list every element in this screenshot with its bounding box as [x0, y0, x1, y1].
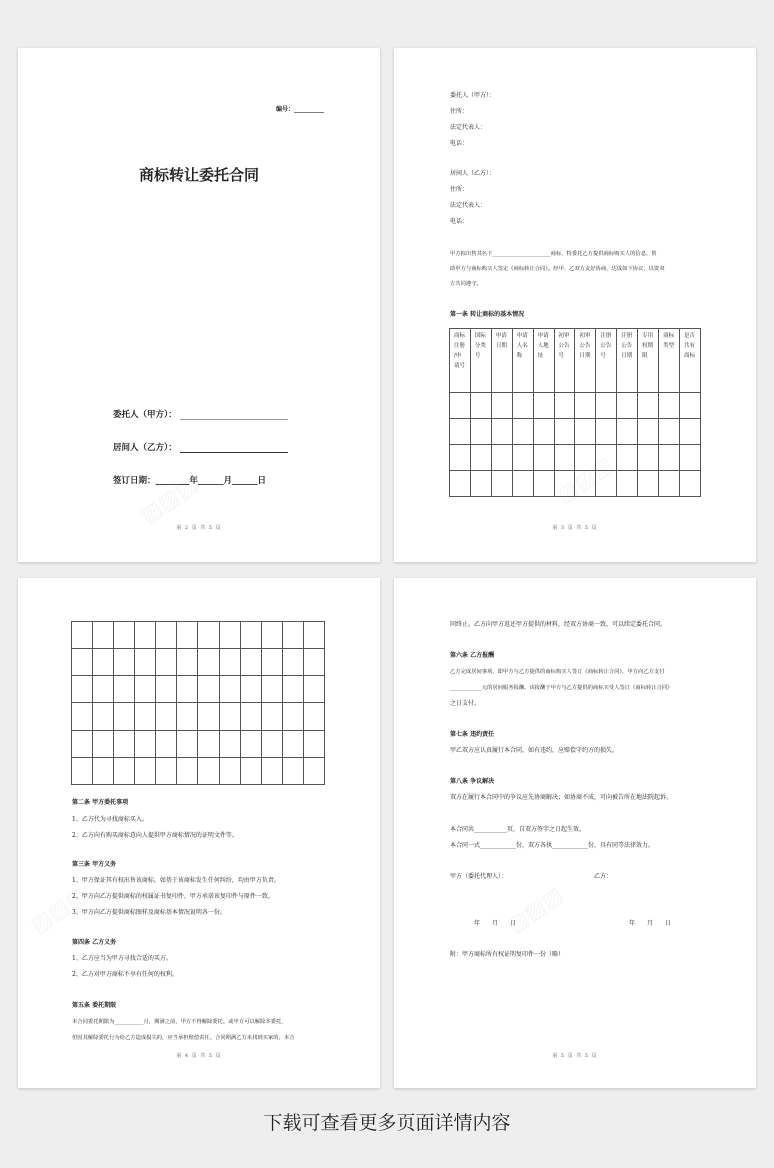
address-line: 住所：	[450, 108, 469, 115]
table-header-cell: 商标 类型	[659, 329, 680, 393]
validity-line: 本合同一式____________份，双方各执____________份，具有同等法律效力。	[450, 842, 655, 849]
article-heading: 第七条 违约责任	[450, 731, 495, 738]
party-b-label: 居间人（乙方）：	[113, 441, 288, 453]
clause-line: 本合同委托期限为___________月，期满之前，甲方不得解除委托。或甲方可以解除本委托，	[72, 1019, 287, 1025]
validity-line: 本合同共___________页，自双方签字之日起生效。	[450, 826, 586, 833]
clause-line: 3、甲方向乙方提供商标图样及商标基本情况说明各一份。	[72, 909, 226, 916]
page-footer: 第 4 页 共 5 页	[176, 1053, 222, 1059]
table-row	[72, 649, 325, 676]
table-row	[450, 419, 701, 445]
table-header-cell: 初审 公告 日期	[575, 329, 596, 393]
legal-rep-line: 法定代表人：	[450, 124, 487, 131]
clause-line: 但因其解除委托行为给乙方造成损失的，应当承担赔偿责任。合同期满乙方未找到买家的，本合	[72, 1035, 295, 1041]
page-footer: 第 5 页 共 5 页	[552, 1053, 598, 1059]
table-header-cell: 注册 公告 号	[596, 329, 617, 393]
article-heading: 第八条 争议解决	[450, 778, 495, 785]
contract-number-label: 编号：__________	[275, 106, 324, 113]
document-page-4	[18, 578, 380, 1088]
clause-line: 2、乙方对甲方商标不享有任何的权利。	[72, 971, 178, 978]
clause-line: 1、乙方代为寻找商标买入。	[72, 816, 148, 823]
intro-line: 方共同遵守。	[450, 281, 482, 287]
table-row	[72, 676, 325, 703]
table-header-cell: 国际 分类 号	[470, 329, 491, 393]
intro-line: 甲方拟出售其名下______________________商标，特委托乙方提供商标购买人的信息，帮	[450, 251, 657, 257]
document-page-3	[394, 48, 756, 562]
article-heading: 第四条 乙方义务	[72, 939, 117, 946]
date-party-a: 年 月 日	[474, 920, 517, 927]
table-header-cell: 申请 日期	[491, 329, 512, 393]
party-a-line: 委托人（甲方）：	[450, 92, 496, 99]
legal-rep-line: 法定代表人：	[450, 202, 487, 209]
clause-line: 1、甲方保证其有权出售该商标。如基于该商标发生任何纠纷，均由甲方负责。	[72, 877, 280, 884]
party-b-line: 居间人（乙方）：	[450, 170, 496, 177]
table-header-cell: 申请 人名 称	[512, 329, 533, 393]
clause-line: 2、甲方向乙方提供商标的权属证书复印件，甲方承诺该复印件与原件一致。	[72, 893, 274, 900]
article-heading: 第一条 转让商标的基本情况	[450, 311, 525, 318]
clause-line: 双方在履行本合同中的争议应先协商解决；如协商不成，可向被告所在地法院起诉。	[450, 794, 673, 801]
table-header-row	[450, 329, 701, 393]
phone-line: 电话：	[450, 218, 469, 225]
article-heading: 第三条 甲方义务	[72, 861, 117, 868]
table-row	[450, 393, 701, 419]
table-header-cell: 申请 人地 址	[533, 329, 554, 393]
document-page-2	[18, 48, 380, 562]
table-header-cell: 专用 权期 限	[638, 329, 659, 393]
signature-party-a: 甲方（委托代理人）：	[450, 873, 508, 880]
article-heading: 第二条 甲方委托事项	[72, 799, 129, 806]
party-a-label: 委托人（甲方）：	[113, 408, 288, 420]
table-row	[72, 730, 325, 757]
download-caption: 下载可查看更多页面详情内容	[263, 1112, 511, 1134]
table-header-cell: 注册 公告 日期	[617, 329, 638, 393]
clause-line: ____________元的居间服务报酬。该报酬于甲方与乙方提供的商标买受人签订《商标转让合同》	[450, 685, 673, 691]
phone-line: 电话：	[450, 140, 469, 147]
clause-line: 同终止。乙方向甲方返还甲方提供的材料，经双方协商一致，可以续定委托合同。	[450, 621, 667, 628]
sign-date-label: 签订日期：________年______月______日	[113, 476, 267, 486]
table-header-cell: 初审 公告 号	[554, 329, 575, 393]
clause-line: 甲乙双方应认真履行本合同，如有违约，应赔偿守约方的损失。	[450, 747, 619, 754]
clause-line: 之日支付。	[450, 700, 481, 707]
page-footer: 第 2 页 共 5 页	[176, 525, 222, 531]
document-page-5	[394, 578, 756, 1088]
date-party-b: 年 月 日	[629, 920, 672, 927]
table-row	[450, 445, 701, 471]
continued-table	[71, 621, 325, 785]
address-line: 住所：	[450, 186, 469, 193]
table-row	[72, 757, 325, 784]
page-footer: 第 3 页 共 5 页	[552, 525, 598, 531]
clause-line: 1、乙方应当为甲方寻找合适的买方。	[72, 955, 172, 962]
clause-line: 2、乙方向有购买商标意向人提供甲方商标情况的证明文件等。	[72, 832, 238, 839]
appendix-note: 附：甲方商标所有权证明复印件一份（略）	[450, 951, 565, 958]
article-heading: 第六条 乙方报酬	[450, 652, 495, 659]
table-row	[72, 703, 325, 730]
article-heading: 第五条 委托期限	[72, 1002, 117, 1009]
signature-party-b: 乙方：	[594, 873, 613, 880]
clause-line: 乙方完成居间事项，即甲方与乙方提供的商标购买人签订《商标转让合同》，甲方向乙方支付	[450, 669, 665, 675]
table-header-cell: 是否 共有 商标	[679, 329, 700, 393]
intro-line: 助甲方与商标购买人签定《商标转让合同》。经甲、乙双方友好协商，达成如下协议，以资双	[450, 266, 665, 272]
table-row	[72, 622, 325, 649]
table-header-cell: 商标 注册 /申 请号	[450, 329, 471, 393]
document-title: 商标转让委托合同	[138, 166, 259, 184]
